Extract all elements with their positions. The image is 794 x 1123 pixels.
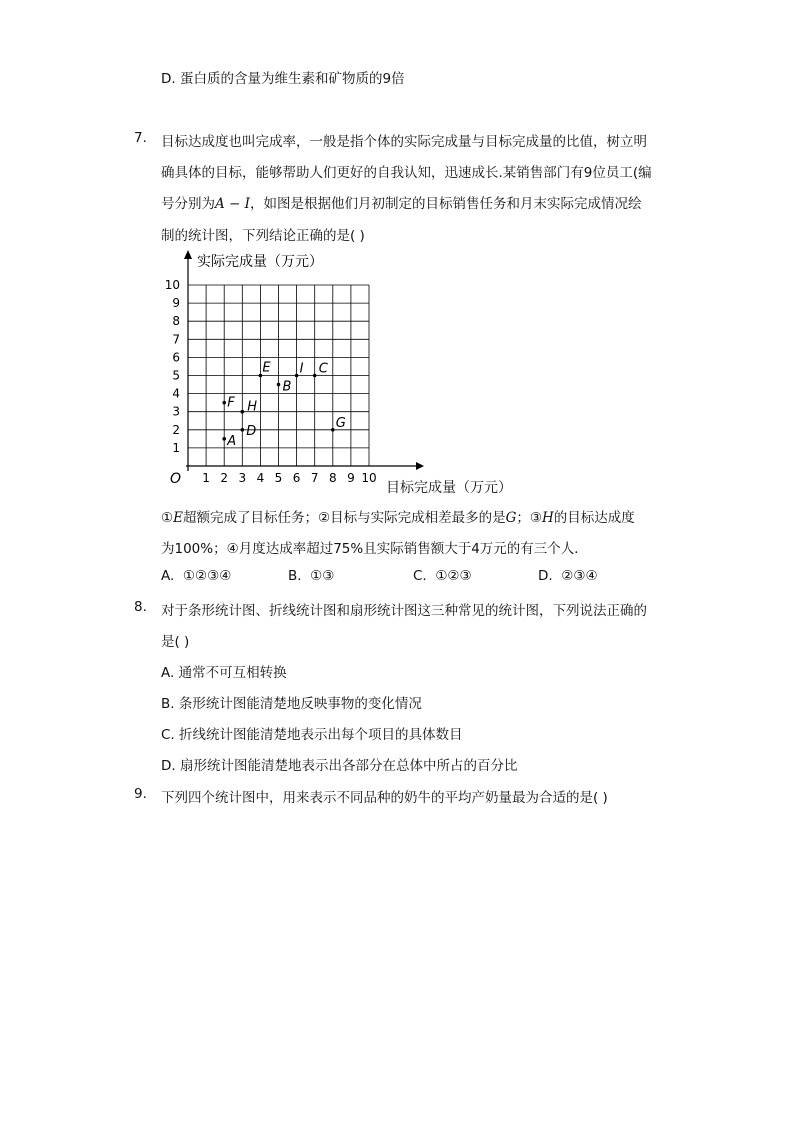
point-label: F — [227, 395, 235, 411]
y-axis-label: 实际完成量（万元） — [197, 254, 323, 270]
point-label: D — [246, 423, 257, 439]
q9-number: 9. — [134, 786, 147, 802]
y-tick-label: 4 — [172, 386, 180, 401]
q7-stem-line2: 确具体的目标，能够帮助人们更好的自我认知，迅速成长.某销售部门有9位员工(编 — [161, 165, 652, 181]
data-point — [241, 410, 245, 414]
q7-statements-line2: 为100%；④月度达成率超过75%且实际销售额大于4万元的有三个人． — [161, 541, 588, 557]
data-point — [222, 401, 226, 405]
y-tick-label: 9 — [172, 296, 180, 311]
y-axis-arrow — [184, 250, 192, 259]
stmt-b: 超额完成了目标任务；②目标与实际完成相差最多的是 — [182, 510, 506, 526]
x-tick-labels — [202, 471, 376, 485]
origin-label: O — [170, 471, 182, 487]
q7-stem-line3 — [161, 192, 641, 212]
x-tick-label: 1 — [202, 471, 210, 485]
point-label: H — [247, 399, 258, 415]
q6-option-d: D. 蛋白质的含量为维生素和矿物质的9倍 — [161, 71, 405, 87]
point-label: C — [318, 361, 328, 377]
data-points — [222, 361, 345, 449]
x-tick-label: 3 — [238, 471, 247, 485]
q7-stem-math: A − I — [215, 196, 250, 212]
x-tick-label: 2 — [220, 471, 229, 485]
stmt-a: ① — [161, 510, 174, 526]
q8-option-a[interactable]: A. 通常不可互相转换 — [161, 665, 287, 681]
x-tick-label: 7 — [310, 471, 319, 485]
data-point — [313, 374, 317, 378]
x-tick-label: 10 — [361, 471, 377, 485]
x-axis-label: 目标完成量（万元） — [386, 480, 512, 496]
y-tick-label: 1 — [172, 440, 180, 455]
point-label: I — [299, 361, 304, 377]
stmt-H: H — [541, 510, 554, 526]
q7-option-d[interactable]: D. ②③④ — [538, 568, 598, 584]
x-axis-arrow — [416, 462, 424, 470]
y-tick-labels — [165, 278, 180, 455]
chart-grid — [188, 285, 369, 466]
q9-stem: 下列四个统计图中，用来表示不同品种的奶牛的平均产奶量最为合适的是( ) — [161, 790, 608, 806]
y-tick-label: 8 — [172, 314, 180, 329]
q8-number: 8. — [134, 599, 147, 615]
stmt-c: ；③ — [516, 510, 542, 526]
q7-number: 7. — [134, 130, 147, 146]
point-label: A — [227, 433, 237, 449]
q8-option-b[interactable]: B. 条形统计图能清楚地反映事物的变化情况 — [161, 696, 422, 712]
q7-stem-line4: 制的统计图，下列结论正确的是( ) — [161, 228, 365, 244]
y-tick-label: 6 — [172, 350, 180, 365]
stmt-G: G — [505, 510, 517, 526]
q7-option-a[interactable]: A. ①②③④ — [161, 568, 232, 584]
point-label: G — [335, 415, 346, 431]
data-point — [241, 428, 245, 432]
y-tick-label: 3 — [172, 404, 180, 419]
y-tick-label: 5 — [172, 368, 180, 383]
stmt-d: 的目标达成度 — [553, 510, 635, 526]
q7-stem-line3-a: 号分别为 — [161, 196, 215, 212]
q8-option-c[interactable]: C. 折线统计图能清楚地表示出每个项目的具体数目 — [161, 727, 463, 743]
y-tick-label: 10 — [164, 278, 180, 292]
q7-stem-line3-b: ，如图是根据他们月初制定的目标销售任务和月末实际完成情况绘 — [249, 196, 642, 212]
q7-option-c[interactable]: C. ①②③ — [413, 568, 472, 584]
stmt-E: E — [173, 510, 183, 526]
x-tick-label: 9 — [347, 471, 355, 485]
data-point — [331, 428, 335, 432]
q7-stem-line1: 目标达成度也叫完成率，一般是指个体的实际完成量与目标完成量的比值，树立明 — [161, 134, 647, 150]
point-label: B — [282, 379, 292, 395]
q7-statements-line1 — [161, 506, 635, 526]
data-point — [295, 374, 299, 378]
x-tick-label: 8 — [328, 471, 337, 485]
x-tick-label: 4 — [256, 471, 265, 485]
q8-stem-line2: 是( ) — [161, 634, 190, 650]
q8-option-d[interactable]: D. 扇形统计图能清楚地表示出各部分在总体中所占的百分比 — [161, 758, 518, 774]
q7-option-b[interactable]: B. ①③ — [288, 568, 335, 584]
x-tick-label: 5 — [274, 471, 283, 485]
x-tick-label: 6 — [292, 471, 301, 485]
data-point — [277, 383, 281, 387]
q8-stem-line1: 对于条形统计图、折线统计图和扇形统计图这三种常见的统计图，下列说法正确的 — [161, 603, 647, 619]
scatter-chart — [150, 245, 450, 500]
y-tick-label: 2 — [172, 422, 180, 437]
data-point — [222, 437, 226, 441]
y-tick-label: 7 — [172, 332, 180, 347]
point-label: E — [262, 360, 271, 376]
